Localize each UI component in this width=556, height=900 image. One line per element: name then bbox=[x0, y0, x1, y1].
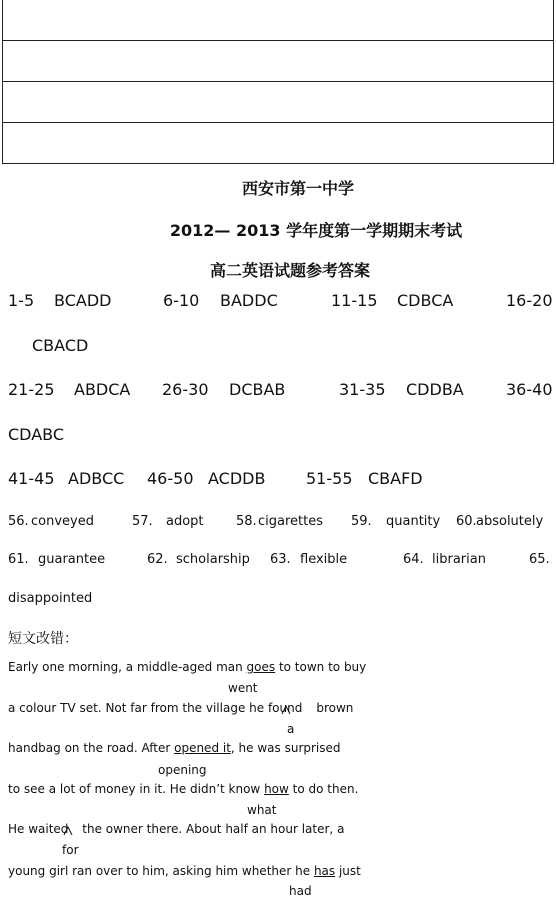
mc-range: 11-15 bbox=[331, 291, 378, 310]
word-number: 57. bbox=[132, 514, 153, 529]
passage-line-5 bbox=[8, 822, 344, 836]
word-number: 65. bbox=[529, 552, 550, 567]
mc-answer: ADBCC bbox=[68, 469, 125, 488]
correction-word: went bbox=[228, 681, 258, 695]
passage-line-6 bbox=[8, 864, 361, 878]
word-number: 58. bbox=[236, 514, 257, 529]
passage-text: , he was surprised bbox=[230, 741, 341, 755]
blank-row bbox=[3, 0, 553, 41]
mc-range: 36-40 bbox=[506, 380, 553, 399]
correction-heading: 短文改错： bbox=[8, 631, 78, 647]
mc-range: 31-35 bbox=[339, 380, 386, 399]
word-number: 64. bbox=[403, 552, 424, 567]
mc-answer: BCADD bbox=[54, 291, 112, 310]
word-answer: disappointed bbox=[8, 591, 93, 606]
blank-row bbox=[3, 82, 553, 123]
insert-caret-icon bbox=[281, 705, 291, 715]
passage-text: a colour TV set. Not far from the village he found bbox=[8, 701, 303, 715]
word-number: 63. bbox=[270, 552, 291, 567]
passage-text: the owner there. About half an hour later, a bbox=[78, 822, 345, 836]
mc-range: 41-45 bbox=[8, 469, 55, 488]
passage-text: to do then. bbox=[288, 782, 359, 796]
passage-text: to see a lot of money in it. He didn’t know bbox=[8, 782, 265, 796]
passage-line-4 bbox=[8, 782, 358, 796]
insert-caret-icon bbox=[63, 826, 73, 836]
subject-title: 高二英语试题参考答案 bbox=[209, 261, 370, 280]
mc-answer: ABDCA bbox=[74, 380, 131, 399]
mc-range: 21-25 bbox=[8, 380, 55, 399]
mc-answer: CBAFD bbox=[368, 469, 423, 488]
word-answer: guarantee bbox=[38, 552, 106, 567]
error-word: has bbox=[313, 864, 336, 878]
passage-text: brown bbox=[316, 701, 354, 715]
correction-word: for bbox=[62, 843, 79, 857]
word-answer: cigarettes bbox=[258, 514, 323, 529]
mc-range: 16-20 bbox=[506, 291, 553, 310]
word-number: 59. bbox=[351, 514, 372, 529]
word-number: 61. bbox=[8, 552, 29, 567]
error-word: how bbox=[264, 782, 289, 796]
word-answer: conveyed bbox=[31, 514, 94, 529]
header-blank-table bbox=[2, 0, 554, 164]
mc-answer: CDBCA bbox=[397, 291, 454, 310]
word-number: 62. bbox=[147, 552, 168, 567]
correction-word: opening bbox=[158, 763, 207, 777]
correction-word: what bbox=[247, 803, 277, 817]
passage-line-3 bbox=[8, 741, 341, 755]
correction-word: had bbox=[289, 884, 312, 898]
passage-text: handbag on the road. After bbox=[8, 741, 175, 755]
mc-answer: DCBAB bbox=[229, 380, 286, 399]
word-number: 60. bbox=[456, 514, 477, 529]
school-name: 西安市第一中学 bbox=[241, 179, 354, 198]
passage-text: just bbox=[335, 864, 361, 878]
blank-row bbox=[3, 123, 553, 164]
passage-text: to town to buy bbox=[275, 660, 367, 674]
mc-range: 26-30 bbox=[162, 380, 209, 399]
mc-range: 1-5 bbox=[8, 291, 35, 310]
exam-title: 2012— 2013 学年度第一学期期末考试 bbox=[169, 221, 463, 240]
mc-answer: ACDDB bbox=[208, 469, 266, 488]
mc-answer: BADDC bbox=[220, 291, 278, 310]
word-answer: quantity bbox=[386, 514, 441, 529]
error-word: goes bbox=[246, 660, 276, 674]
mc-range: 6-10 bbox=[163, 291, 200, 310]
correction-word: a bbox=[287, 722, 295, 736]
mc-range: 51-55 bbox=[306, 469, 353, 488]
passage-line-2 bbox=[8, 701, 353, 715]
error-word: opened it bbox=[174, 741, 231, 755]
word-answer: adopt bbox=[166, 514, 204, 529]
passage-text: young girl ran over to him, asking him whether he bbox=[8, 864, 314, 878]
mc-range: 46-50 bbox=[147, 469, 194, 488]
word-answer: scholarship bbox=[176, 552, 250, 567]
mc-answer: CBACD bbox=[32, 336, 89, 355]
word-answer: librarian bbox=[432, 552, 486, 567]
mc-answer: CDABC bbox=[8, 425, 65, 444]
passage-line-1 bbox=[8, 660, 366, 674]
passage-text: Early one morning, a middle-aged man bbox=[8, 660, 247, 674]
word-number: 56. bbox=[8, 514, 29, 529]
passage-text: He waited bbox=[8, 822, 69, 836]
word-answer: flexible bbox=[300, 552, 348, 567]
word-answer: absolutely bbox=[476, 514, 544, 529]
mc-answer: CDDBA bbox=[406, 380, 464, 399]
blank-row bbox=[3, 41, 553, 82]
